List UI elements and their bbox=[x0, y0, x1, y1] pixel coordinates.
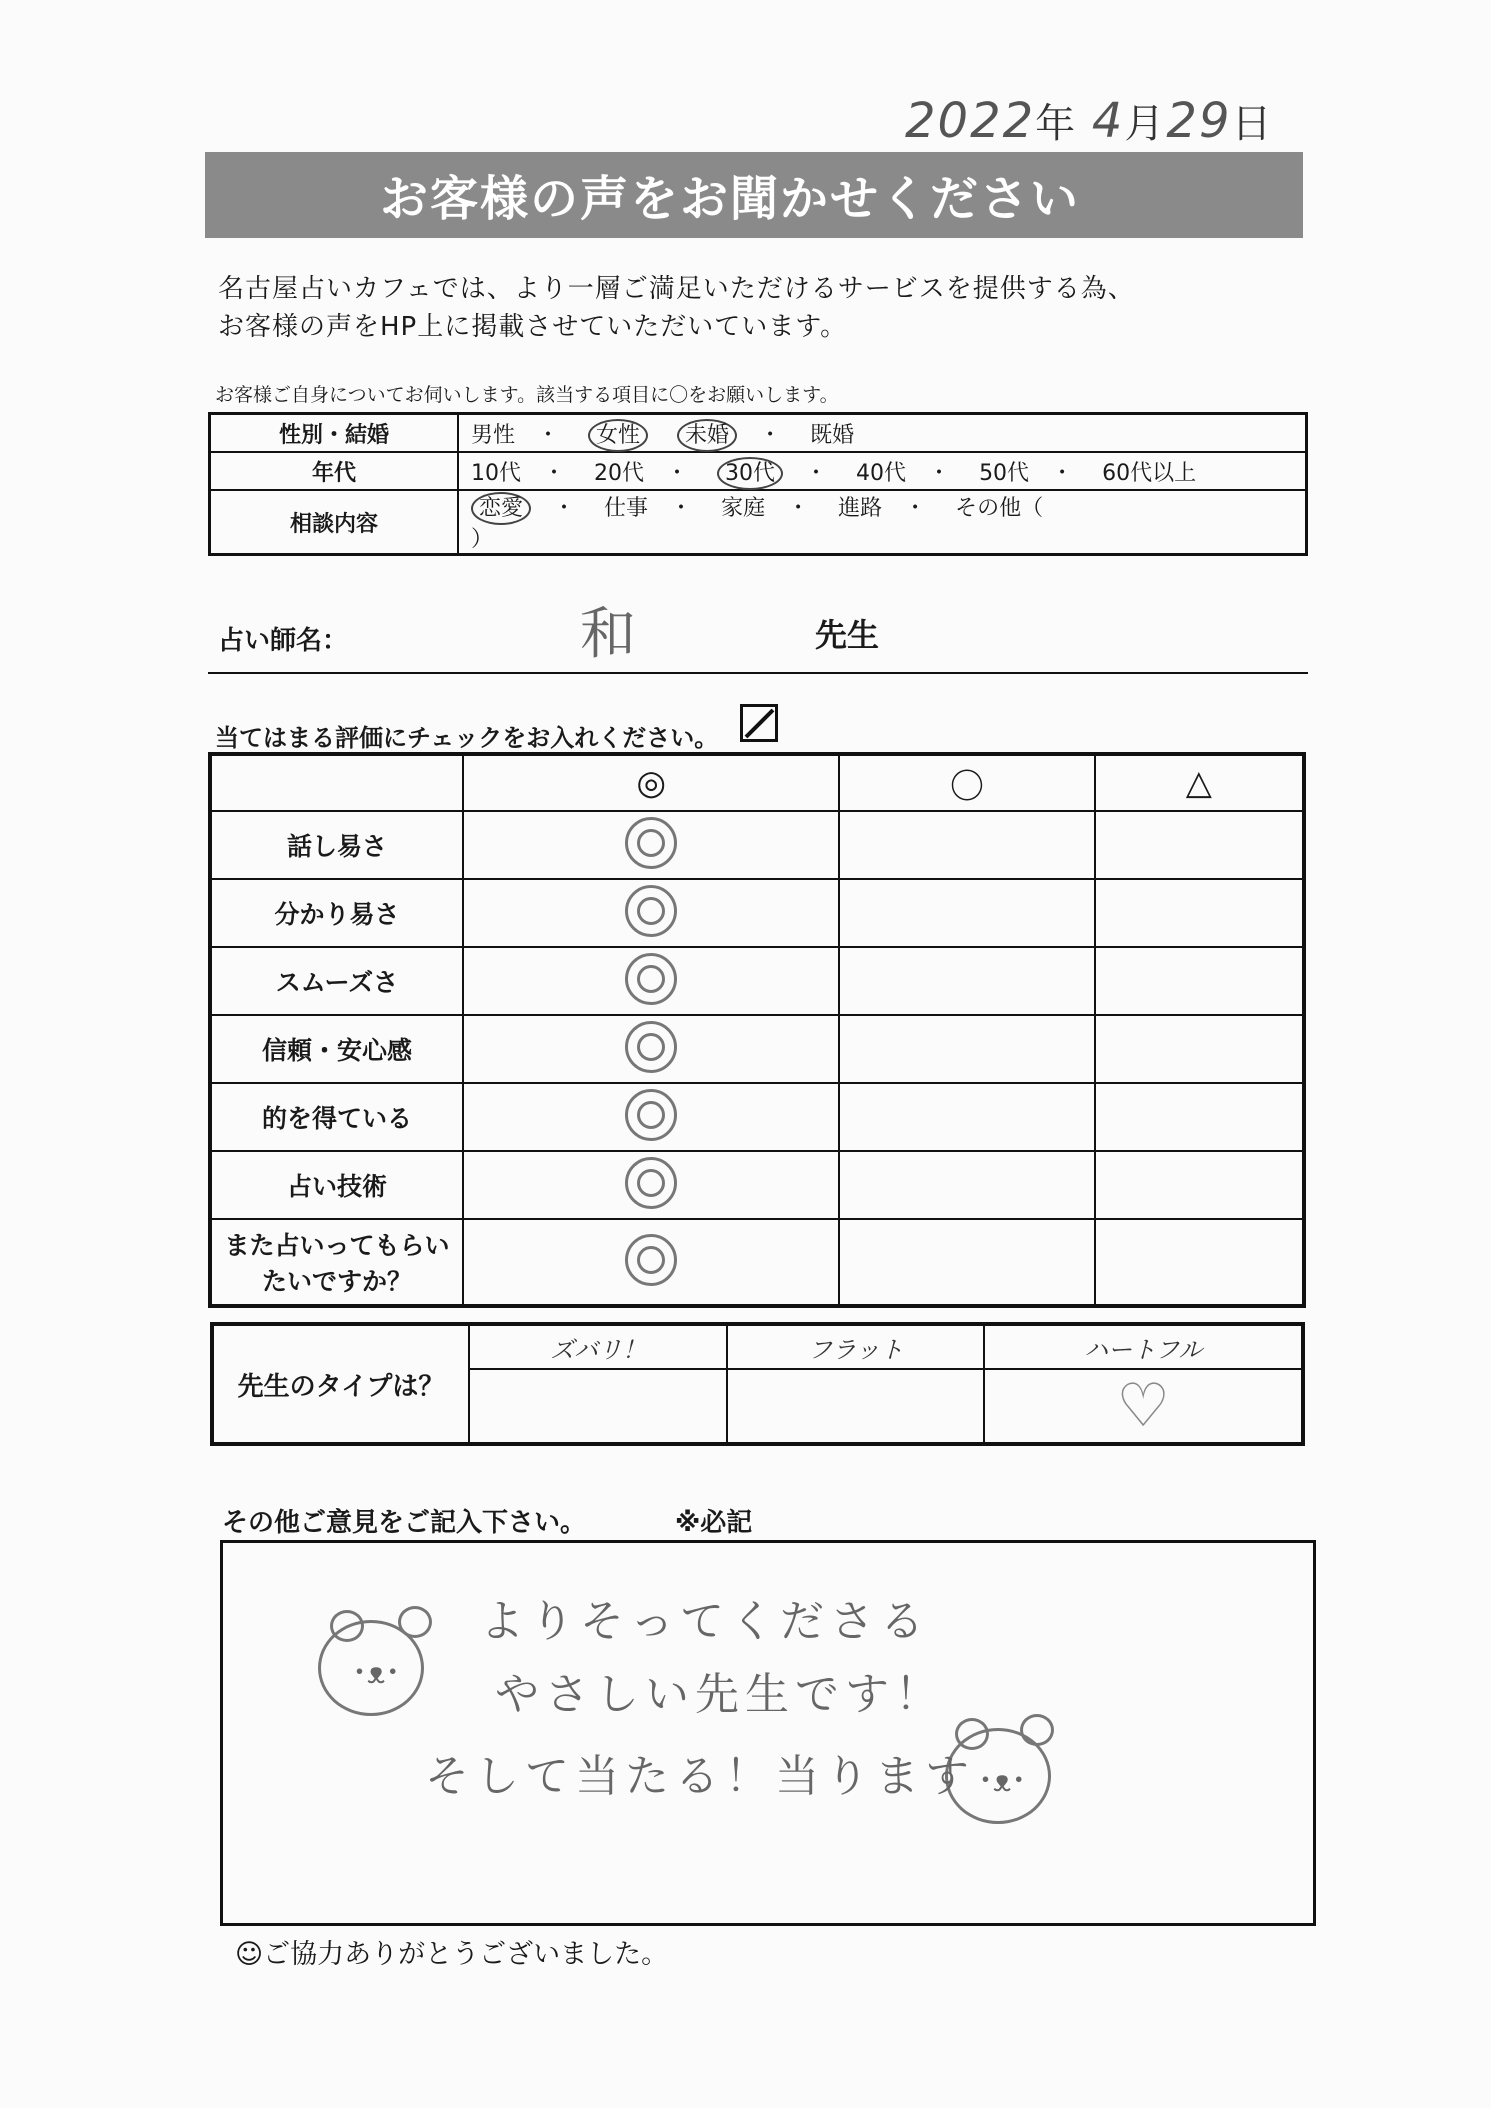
page-title: お客様の声をお聞かせください bbox=[380, 171, 1081, 227]
date-day: 29 bbox=[1166, 93, 1232, 149]
option-unmarried[interactable]: 未婚 bbox=[677, 419, 737, 452]
comment-line-2: やさしい先生です！ bbox=[495, 1669, 945, 1720]
type-option-flat: フラット bbox=[727, 1324, 984, 1369]
cell-fair[interactable] bbox=[1095, 1219, 1304, 1306]
intro-line-2: お客様の声をHP上に掲載させていただいています。 bbox=[218, 312, 848, 342]
cell-good[interactable] bbox=[839, 947, 1094, 1015]
double-circle-mark-icon bbox=[625, 1089, 677, 1141]
check-example-icon bbox=[740, 704, 778, 742]
sensei-suffix: 先生 bbox=[815, 616, 880, 654]
thanks-text: ご協力ありがとうございました。 bbox=[263, 1939, 669, 1970]
comments-required: ※必記 bbox=[675, 1508, 753, 1538]
date-month-suffix: 月 bbox=[1124, 101, 1167, 147]
cell-fair[interactable] bbox=[1095, 1015, 1304, 1083]
rating-row bbox=[210, 1083, 1304, 1151]
profile-row-gender bbox=[210, 414, 1307, 453]
cell-excellent[interactable] bbox=[463, 811, 839, 879]
cell-good[interactable] bbox=[839, 811, 1094, 879]
cell-good[interactable] bbox=[839, 1151, 1094, 1219]
double-circle-mark-icon bbox=[625, 885, 677, 937]
cell-excellent[interactable] bbox=[463, 879, 839, 947]
profile-row-topic bbox=[210, 490, 1307, 555]
type-label: 先生のタイプは？ bbox=[212, 1324, 469, 1444]
option-family[interactable]: 家庭 bbox=[721, 496, 766, 521]
date-day-suffix: 日 bbox=[1231, 101, 1274, 147]
fortune-teller-label: 占い師名： bbox=[218, 626, 349, 656]
double-circle-mark-icon bbox=[625, 817, 677, 869]
cell-excellent[interactable] bbox=[463, 947, 839, 1015]
type-option-direct: ズバリ！ bbox=[469, 1324, 727, 1369]
header-fair: △ bbox=[1095, 754, 1304, 811]
fortune-teller-name[interactable]: 和 bbox=[580, 602, 636, 667]
question-trust: 信頼・安心感 bbox=[210, 1015, 463, 1083]
rating-row bbox=[210, 947, 1304, 1015]
option-age-50s[interactable]: 50代 bbox=[979, 460, 1030, 486]
cell-fair[interactable] bbox=[1095, 1083, 1304, 1151]
option-other[interactable]: その他（ bbox=[955, 496, 1044, 521]
type-cell-flat[interactable] bbox=[727, 1369, 984, 1444]
rating-row bbox=[210, 1219, 1304, 1306]
rating-header-row bbox=[210, 754, 1304, 811]
question-smoothness: スムーズさ bbox=[210, 947, 463, 1015]
cell-fair[interactable] bbox=[1095, 811, 1304, 879]
double-circle-mark-icon bbox=[625, 1021, 677, 1073]
rating-row bbox=[210, 1151, 1304, 1219]
cell-excellent[interactable] bbox=[463, 1219, 839, 1306]
option-career[interactable]: 進路 bbox=[838, 496, 883, 521]
cell-fair[interactable] bbox=[1095, 947, 1304, 1015]
question-skill: 占い技術 bbox=[210, 1151, 463, 1219]
cell-good[interactable] bbox=[839, 1015, 1094, 1083]
thanks-message bbox=[235, 1932, 668, 1971]
rating-instruction: 当てはまる評価にチェックをお入れください。 bbox=[215, 724, 719, 752]
cell-excellent[interactable] bbox=[463, 1015, 839, 1083]
option-other-close: ） bbox=[471, 527, 494, 552]
profile-instruction: お客様ご自身についてお伺いします。該当する項目に〇をお願いします。 bbox=[215, 384, 839, 406]
option-married[interactable]: 既婚 bbox=[810, 422, 855, 448]
question-accuracy: 的を得ている bbox=[210, 1083, 463, 1151]
rating-row bbox=[210, 811, 1304, 879]
header-good: 〇 bbox=[839, 754, 1094, 811]
heart-mark-icon: ♡ bbox=[1116, 1371, 1171, 1441]
bear-face-icon: ･ᴥ･ bbox=[978, 1764, 1027, 1799]
profile-table bbox=[208, 412, 1308, 556]
profile-row-age bbox=[210, 452, 1307, 490]
rating-row bbox=[210, 879, 1304, 947]
double-circle-mark-icon bbox=[625, 1157, 677, 1209]
date-month: 4 bbox=[1091, 93, 1125, 149]
smile-icon: ☺ bbox=[235, 1939, 264, 1970]
type-header-row bbox=[212, 1324, 1303, 1369]
question-return: また占いってもらいたいですか？ bbox=[210, 1219, 463, 1306]
option-age-60-plus[interactable]: 60代以上 bbox=[1102, 460, 1197, 486]
type-option-heartful: ハートフル bbox=[984, 1324, 1303, 1369]
profile-label-age: 年代 bbox=[210, 452, 459, 490]
option-work[interactable]: 仕事 bbox=[604, 496, 649, 521]
question-ease-of-talk: 話し易さ bbox=[210, 811, 463, 879]
cell-fair[interactable] bbox=[1095, 879, 1304, 947]
profile-label-topic: 相談内容 bbox=[210, 490, 459, 555]
double-circle-mark-icon bbox=[625, 1234, 677, 1286]
option-male[interactable]: 男性 bbox=[471, 422, 516, 448]
type-cell-direct[interactable] bbox=[469, 1369, 727, 1444]
option-age-20s[interactable]: 20代 bbox=[594, 460, 645, 486]
intro-line-1: 名古屋占いカフェでは、より一層ご満足いただけるサービスを提供する為、 bbox=[218, 274, 1135, 304]
profile-options-topic: 恋愛 ・ 仕事 ・ 家庭 ・ 進路 ・ その他（） bbox=[458, 490, 1307, 555]
cell-excellent[interactable] bbox=[463, 1151, 839, 1219]
comments-label: その他ご意見をご記入下さい。 bbox=[222, 1508, 587, 1538]
profile-options-gender: 男性 ・ 女性 未婚 ・ 既婚 bbox=[458, 414, 1307, 453]
survey-date bbox=[905, 92, 1274, 149]
comment-line-3: そして当たる！当ります bbox=[425, 1751, 975, 1802]
rating-table bbox=[208, 752, 1306, 1308]
cell-good[interactable] bbox=[839, 879, 1094, 947]
cell-good[interactable] bbox=[839, 1219, 1094, 1306]
teacher-type-table bbox=[210, 1322, 1305, 1446]
profile-options-age: 10代 ・ 20代 ・ 30代 ・ 40代 ・ 50代 ・ 60代以上 bbox=[458, 452, 1307, 490]
option-age-30s[interactable]: 30代 bbox=[717, 457, 783, 490]
option-age-40s[interactable]: 40代 bbox=[856, 460, 907, 486]
date-year: 2022 bbox=[905, 93, 1036, 149]
header-excellent: ◎ bbox=[463, 754, 839, 811]
type-cell-heartful[interactable] bbox=[984, 1369, 1303, 1444]
rating-row bbox=[210, 1015, 1304, 1083]
bear-face-icon: ･ᴥ･ bbox=[352, 1656, 401, 1691]
double-circle-mark-icon bbox=[625, 953, 677, 1005]
comment-line-1: よりそってくださる bbox=[480, 1596, 930, 1647]
cell-good[interactable] bbox=[839, 1083, 1094, 1151]
option-age-10s[interactable]: 10代 bbox=[471, 460, 521, 486]
option-female[interactable]: 女性 bbox=[588, 419, 648, 452]
rating-corner bbox=[210, 754, 463, 811]
profile-label-gender: 性別・結婚 bbox=[210, 414, 459, 453]
option-love[interactable]: 恋愛 bbox=[471, 492, 531, 525]
name-underline bbox=[208, 672, 1308, 674]
cell-excellent[interactable] bbox=[463, 1083, 839, 1151]
question-clarity: 分かり易さ bbox=[210, 879, 463, 947]
date-year-suffix: 年 bbox=[1035, 101, 1078, 147]
cell-fair[interactable] bbox=[1095, 1151, 1304, 1219]
